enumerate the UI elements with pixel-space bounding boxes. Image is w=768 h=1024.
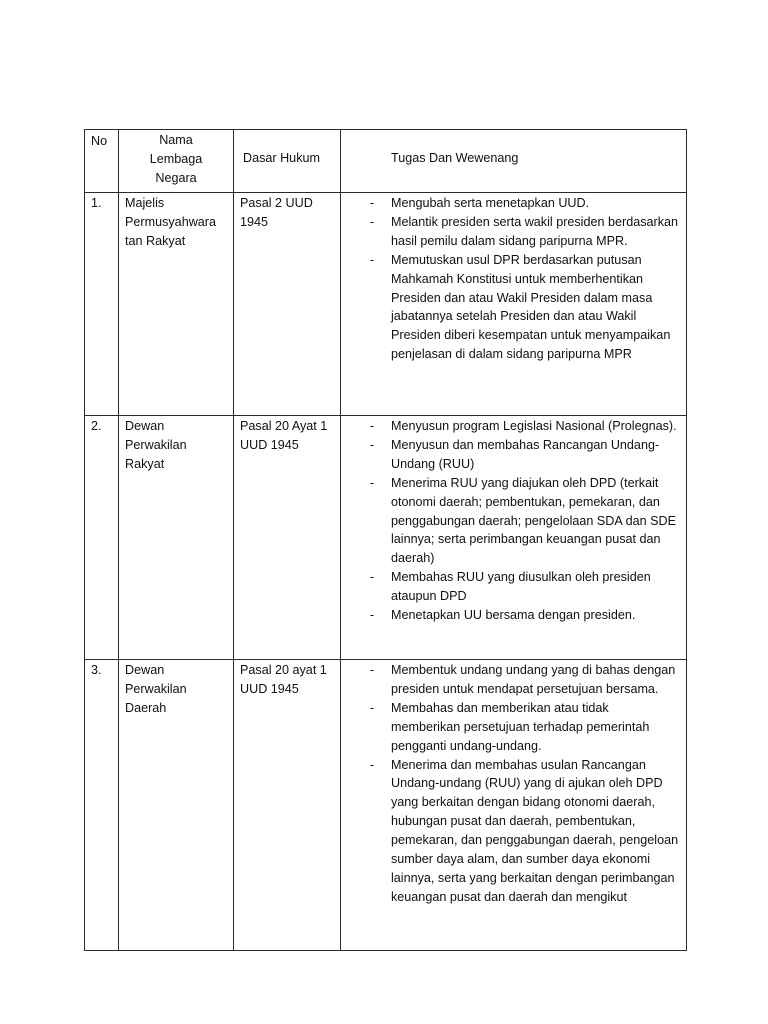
- dash-marker: -: [370, 196, 375, 210]
- duty-text: Memutuskan usul DPR berdasarkan putusan Mahkamah Konstitusi untuk memberhentikan Presiden dan atau Wakil Presiden dalam masa jabatannya setelah Presiden dan atau Wakil Presiden diberi kesempatan untuk menyampaikan penjelasan di dalam sidang paripurna MPR: [391, 252, 671, 362]
- header-tugas-wewenang: Tugas Dan Wewenang: [341, 130, 687, 193]
- lembaga-name: Majelis Permusyahwara tan Rakyat: [119, 193, 234, 416]
- dash-marker: -: [370, 252, 375, 267]
- duty-item: [341, 436, 680, 474]
- duty-item: [341, 417, 680, 436]
- header-dasar-hukum: Dasar Hukum: [234, 130, 341, 193]
- dash-marker: -: [370, 437, 375, 452]
- dasar-hukum: Pasal 2 UUD 1945: [234, 193, 341, 416]
- duty-item: [341, 568, 680, 606]
- duty-text: Menyusun program Legislasi Nasional (Prolegnas).: [391, 419, 677, 433]
- duty-text: Melantik presiden serta wakil presiden berdasarkan hasil pemilu dalam sidang paripurna MPR.: [391, 214, 679, 248]
- duty-text: Mengubah serta menetapkan UUD.: [391, 196, 590, 210]
- duty-item: [341, 606, 680, 625]
- row-number: 2.: [85, 416, 119, 660]
- duty-text: Membahas RUU yang diusulkan oleh presiden ataupun DPD: [391, 570, 651, 604]
- dash-marker: -: [370, 608, 375, 623]
- duty-list: [341, 661, 680, 907]
- dash-marker: -: [370, 475, 375, 490]
- dash-marker: -: [370, 419, 375, 433]
- lembaga-name: Dewan Perwakilan Daerah: [119, 660, 234, 951]
- duty-list: [341, 194, 680, 364]
- dasar-hukum: Pasal 20 ayat 1 UUD 1945: [234, 660, 341, 951]
- dash-marker: -: [370, 757, 375, 772]
- duty-item: [341, 474, 680, 569]
- duty-text: Menetapkan UU bersama dengan presiden.: [391, 608, 636, 623]
- dash-marker: -: [370, 663, 375, 677]
- table-row: [85, 416, 687, 660]
- dash-marker: -: [370, 700, 375, 715]
- tugas-wewenang: [341, 660, 687, 951]
- duty-item: [341, 251, 680, 364]
- duty-text: Menyusun dan membahas Rancangan Undang-Undang (RUU): [391, 437, 660, 471]
- duty-item: [341, 194, 680, 213]
- lembaga-negara-table: [84, 129, 687, 951]
- tugas-wewenang: [341, 193, 687, 416]
- tugas-wewenang: [341, 416, 687, 660]
- header-no: No: [85, 130, 119, 193]
- row-number: 1.: [85, 193, 119, 416]
- dash-marker: -: [370, 214, 375, 229]
- duty-text: Menerima RUU yang diajukan oleh DPD (terkait otonomi daerah; pembentukan, pemekaran, dan penggabungan daerah; pengelolaan SDA dan SDE lainnya; serta perimbangan keuangan pusat dan daerah): [391, 475, 676, 566]
- duty-text: Membentuk undang undang yang di bahas dengan presiden untuk mendapat persetujuan bersama.: [391, 663, 676, 696]
- duty-item: [341, 213, 680, 251]
- dasar-hukum: Pasal 20 Ayat 1 UUD 1945: [234, 416, 341, 660]
- duty-list: [341, 417, 680, 625]
- table-header-row: [85, 130, 687, 193]
- header-nama-lembaga: Nama Lembaga Negara: [119, 130, 234, 193]
- table-row: [85, 660, 687, 951]
- duty-item: [341, 699, 680, 756]
- row-number: 3.: [85, 660, 119, 951]
- table-row: [85, 193, 687, 416]
- duty-item: [341, 756, 680, 907]
- lembaga-name: Dewan Perwakilan Rakyat: [119, 416, 234, 660]
- dash-marker: -: [370, 570, 375, 585]
- duty-text: Menerima dan membahas usulan Rancangan Undang-undang (RUU) yang di ajukan oleh DPD yang berkaitan dengan bidang otonomi daerah, hubungan pusat dan daerah, pembentukan, pemekaran, dan penggabungan daerah, pengeloan sumber daya alam, dan sumber daya ekonomi lainnya, serta yang berkaitan dengan perimbangan keuangan pusat dan daerah dan mengikut: [391, 757, 679, 904]
- duty-text: Membahas dan memberikan atau tidak memberikan persetujuan terhadap pemerintah pengganti undang-undang.: [391, 700, 650, 753]
- duty-item: [341, 661, 680, 699]
